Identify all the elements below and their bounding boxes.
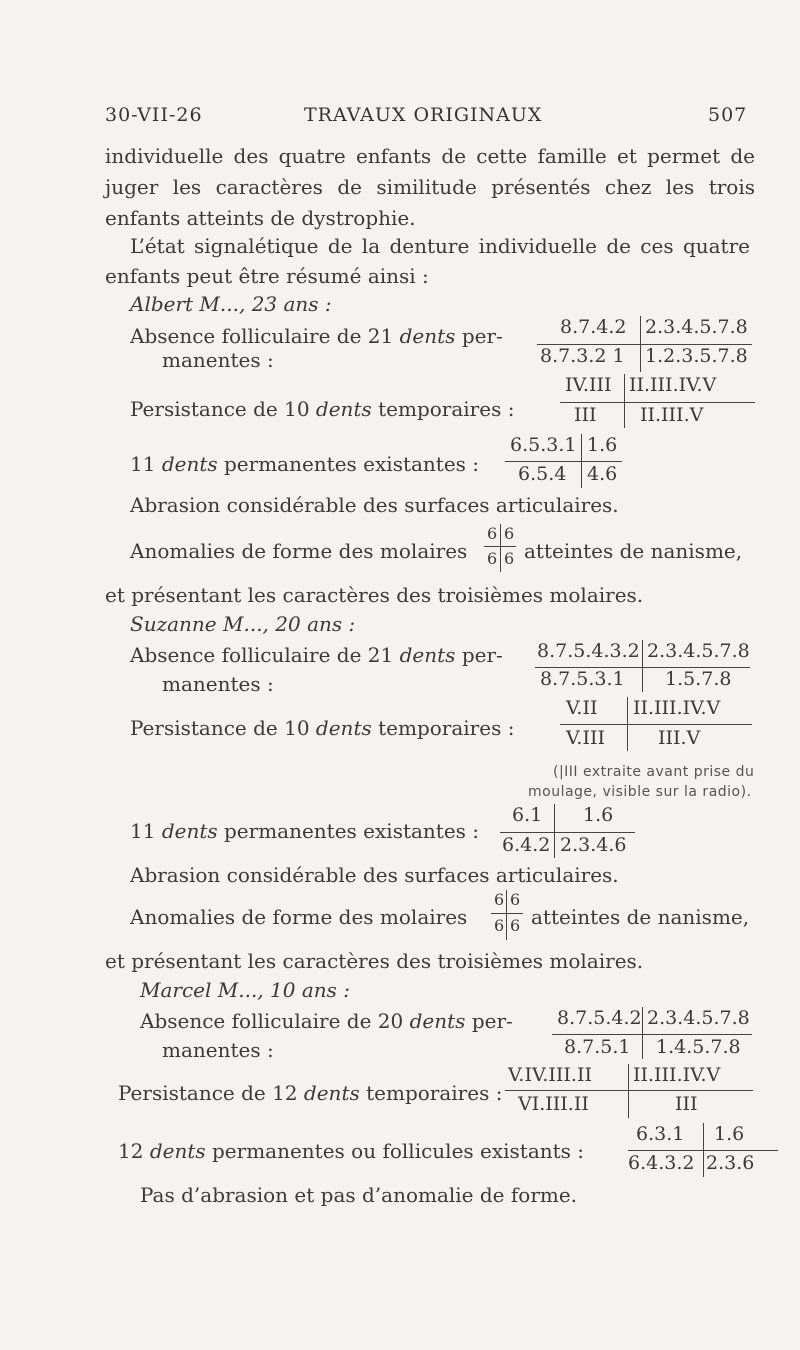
anomalies-line: Anomalies de forme des molaires xyxy=(130,905,468,929)
header-date: 30-VII-26 xyxy=(105,104,203,126)
body-line: individuelle des quatre enfants de cette famille et permet de xyxy=(105,144,755,168)
body-line: et présentant les caractères des troisièmes molaires. xyxy=(105,583,644,607)
persistance-line: Persistance de 10 dents temporaires : xyxy=(130,397,515,421)
child-heading: Albert M..., 23 ans : xyxy=(130,292,332,316)
header-page-number: 507 xyxy=(708,104,748,126)
persistance-line: Persistance de 12 dents temporaires : xyxy=(118,1081,503,1105)
header-title: TRAVAUX ORIGINAUX xyxy=(304,104,543,126)
body-line: et présentant les caractères des troisièmes molaires. xyxy=(105,949,644,973)
book-page: 30-VII-26 TRAVAUX ORIGINAUX 507 individuelle des quatre enfants de cette famille et permet de juger les caractères de similitude présentés chez les trois enfants atteints de dystrophie. L’état signalétique de la denture individuelle de ces quatre enfants peut être résumé ainsi : Albert M..., 23 ans : Absence folliculaire de 21 dents per- manentes : 8.7.4.2 2.3.4.5.7.8 8.7.3.2 1 1.2.3.5.7.8 Persistance de 10 dents temporaires : IV.III II.III.IV.V III II.III.V 11 dents permanentes existantes : 6.5.3.1 1.6 6.5.4 4.6 Abrasion considérable des surfaces articulaires. Anomalies de forme des molaires 6 6 6 6 atteintes de nanisme, et présentant les caractères des troisièmes molaires. Suzanne M..., 20 ans : Absence folliculaire de 21 dents per- manentes : 8.7.5.4.3.2 2.3.4.5.7.8 8.7.5.3.1 1.5.7.8 Persistance de 10 dents temporaires : V.II II.III.IV.V V.III III.V (|III extraite avant prise du moulage, visible sur la radio). 11 dents permanentes existantes : 6.1 1.6 6.4.2 2.3.4.6 Abrasion considérable des surfaces articulaires. Anomalies de forme des molaires 6 6 6 6 atteintes de nanisme, et présentant les caractères des troisièmes molaires. Marcel M..., 10 ans : Absence folliculaire de 20 dents per- manentes : 8.7.5.4.2 2.3.4.5.7.8 8.7.5.1 1.4.5.7.8 Persistance de 12 dents temporaires : V.IV.III.II II.III.IV.V VI.III.II III 12 dents permanentes ou follicules existants : 6.3.1 1.6 6.4.3.2 2.3.6 Pas d’abrasion et pas d’anomalie de forme. xyxy=(0,0,800,1350)
anomalies-line: Anomalies de forme des molaires xyxy=(130,539,468,563)
absence-line: Absence folliculaire de 21 dents per- xyxy=(130,643,503,667)
persistance-line: Persistance de 10 dents temporaires : xyxy=(130,716,515,740)
footnote-line: (|III extraite avant prise du xyxy=(553,764,755,780)
body-line: enfants peut être résumé ainsi : xyxy=(105,264,429,288)
absence-line: Absence folliculaire de 21 dents per- xyxy=(130,324,503,348)
absence-line-cont: manentes : xyxy=(162,1038,274,1062)
body-line: L’état signalétique de la denture individuelle de ces quatre xyxy=(130,234,750,258)
abrasion-line: Abrasion considérable des surfaces articulaires. xyxy=(130,863,619,887)
anomalies-line-cont: atteintes de nanisme, xyxy=(531,905,750,929)
body-line: juger les caractères de similitude présentés chez les trois xyxy=(105,175,755,199)
final-line: Pas d’abrasion et pas d’anomalie de forme. xyxy=(140,1183,578,1207)
child-heading: Suzanne M..., 20 ans : xyxy=(130,612,356,636)
child-heading: Marcel M..., 10 ans : xyxy=(140,978,350,1002)
permanentes-line: 11 dents permanentes existantes : xyxy=(130,452,480,476)
permanentes-line: 12 dents permanentes ou follicules existants : xyxy=(118,1139,585,1163)
anomalies-line-cont: atteintes de nanisme, xyxy=(524,539,743,563)
permanentes-line: 11 dents permanentes existantes : xyxy=(130,819,480,843)
absence-line: Absence folliculaire de 20 dents per- xyxy=(140,1009,513,1033)
absence-line-cont: manentes : xyxy=(162,348,274,372)
body-line: enfants atteints de dystrophie. xyxy=(105,206,416,230)
footnote-line: moulage, visible sur la radio). xyxy=(528,784,752,800)
absence-line-cont: manentes : xyxy=(162,672,274,696)
abrasion-line: Abrasion considérable des surfaces articulaires. xyxy=(130,493,619,517)
